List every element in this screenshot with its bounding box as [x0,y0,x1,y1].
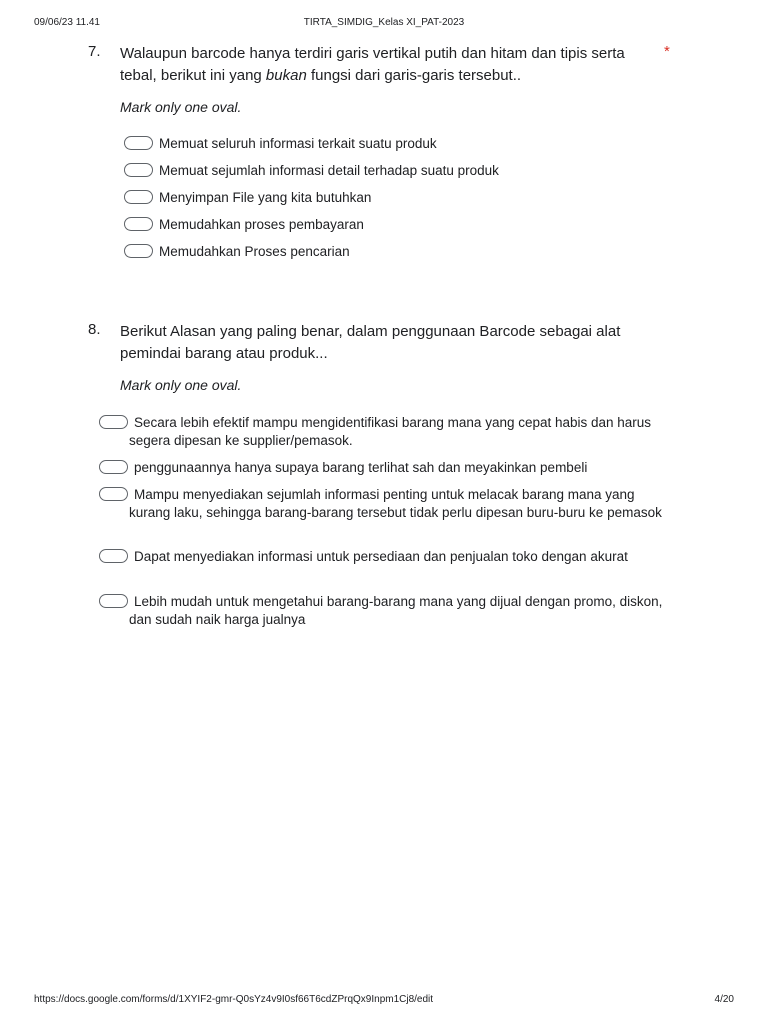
radio-oval-icon[interactable] [99,594,128,608]
question-number: 8. [88,321,101,338]
question-number: 7. [88,43,101,60]
radio-oval-icon[interactable] [124,163,153,177]
option[interactable]: Memuat sejumlah informasi detail terhadap suatu produk [124,162,659,180]
radio-oval-icon[interactable] [124,190,153,204]
question-text: Walaupun barcode hanya terdiri garis vertikal putih dan hitam dan tipis serta tebal, berikut ini yang bukan fungsi dari garis-garis tersebut.. [120,45,625,84]
option[interactable]: Dapat menyediakan informasi untuk persediaan dan penjualan toko dengan akurat [124,548,664,566]
question-text: Berikut Alasan yang paling benar, dalam penggunaan Barcode sebagai alat pemindai barang atau produk... [120,323,621,362]
radio-oval-icon[interactable] [99,487,128,501]
option[interactable]: Secara lebih efektif mampu mengidentifikasi barang mana yang cepat habis dan harus segera dipesan ke supplier/pemasok. [124,414,664,450]
radio-oval-icon[interactable] [124,244,153,258]
option[interactable]: Memudahkan Proses pencarian [124,243,659,261]
radio-oval-icon[interactable] [99,415,128,429]
instruction: Mark only one oval. [120,99,242,115]
emphasized-word: bukan [265,67,307,84]
option[interactable]: Menyimpan File yang kita butuhkan [124,189,659,207]
print-date: 09/06/23 11.41 [34,17,100,28]
document-title: TIRTA_SIMDIG_Kelas XI_PAT-2023 [303,17,465,28]
radio-oval-icon[interactable] [124,217,153,231]
radio-oval-icon[interactable] [124,136,153,150]
required-asterisk: * [664,43,670,60]
radio-oval-icon[interactable] [99,460,128,474]
page-number: 4/20 [714,994,734,1005]
option[interactable]: penggunaannya hanya supaya barang terlihat sah dan meyakinkan pembeli [124,459,664,477]
radio-oval-icon[interactable] [99,549,128,563]
instruction: Mark only one oval. [120,377,242,393]
option[interactable]: Memuat seluruh informasi terkait suatu produk [124,135,659,153]
page-url: https://docs.google.com/forms/d/1XYIF2-gmr-Q0sYz4v9I0sf66T6cdZPrqQx9Inpm1Cj8/edit [34,994,434,1005]
option[interactable]: Lebih mudah untuk mengetahui barang-barang mana yang dijual dengan promo, diskon, dan sudah naik harga jualnya [124,593,664,629]
option[interactable]: Mampu menyediakan sejumlah informasi penting untuk melacak barang mana yang kurang laku, sehingga barang-barang tersebut tidak perlu dipesan buru-buru ke pemasok [124,486,664,522]
option[interactable]: Memudahkan proses pembayaran [124,216,659,234]
